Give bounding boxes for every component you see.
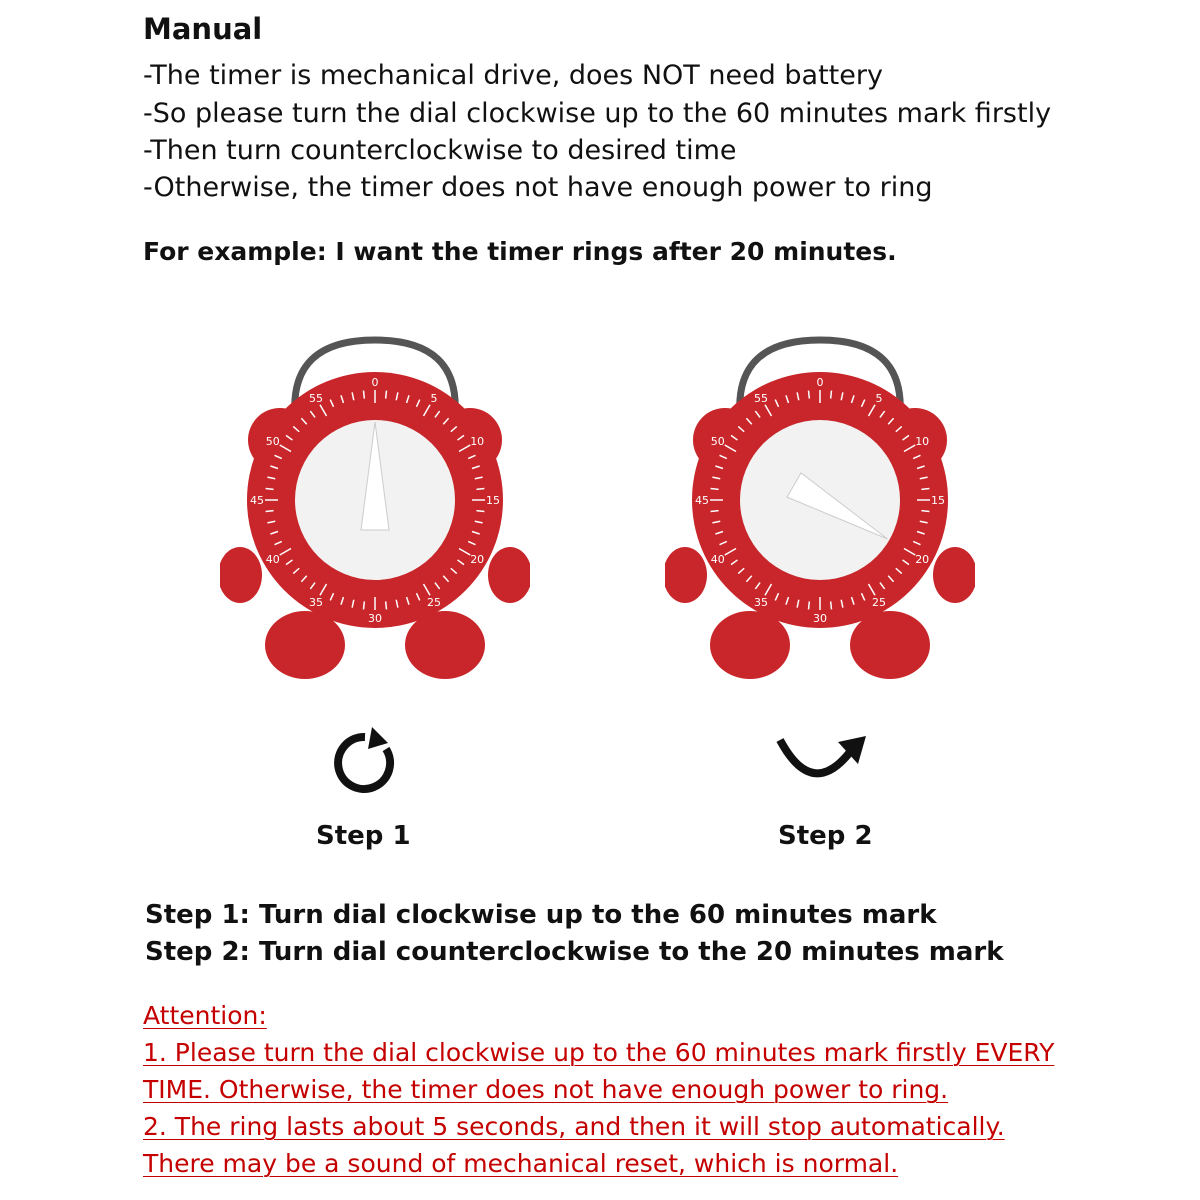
step-instruction: Step 1: Turn dial clockwise up to the 60 minutes mark bbox=[145, 900, 937, 930]
dial-label: 0 bbox=[371, 376, 379, 389]
dial-label: 15 bbox=[486, 494, 500, 507]
dial-tick bbox=[266, 489, 274, 490]
dial-label: 30 bbox=[368, 612, 382, 625]
dial-tick bbox=[476, 511, 484, 512]
right-arm bbox=[488, 547, 530, 603]
dial-label: 50 bbox=[710, 435, 725, 448]
dial-label: 30 bbox=[813, 612, 827, 625]
dial-label: 25 bbox=[427, 596, 441, 610]
dial-label: 35 bbox=[309, 596, 323, 610]
dial-label: 5 bbox=[430, 391, 438, 405]
step2-label: Step 2 bbox=[778, 821, 873, 851]
intro-line: -Then turn counterclockwise to desired time bbox=[143, 135, 737, 166]
dial-tick bbox=[831, 601, 832, 609]
step1-label: Step 1 bbox=[316, 821, 411, 851]
dial-tick bbox=[809, 601, 810, 609]
dial-label: 10 bbox=[470, 435, 485, 448]
dial-tick bbox=[364, 601, 365, 609]
dial-tick bbox=[809, 391, 810, 399]
dial-tick bbox=[831, 391, 832, 399]
intro-line: -So please turn the dial clockwise up to the 60 minutes mark firstly bbox=[143, 98, 1052, 129]
dial-label: 0 bbox=[816, 376, 824, 389]
dial-label: 15 bbox=[931, 494, 945, 507]
dial-label: 50 bbox=[265, 435, 280, 448]
attention-line: There may be a sound of mechanical reset, which is normal. bbox=[143, 1149, 899, 1178]
intro-line: -Otherwise, the timer does not have enough power to ring bbox=[143, 172, 933, 203]
dial-tick bbox=[386, 391, 387, 399]
dial-label: 20 bbox=[470, 553, 485, 566]
dial-label: 25 bbox=[872, 596, 886, 610]
attention-line: 1. Please turn the dial clockwise up to the 60 minutes mark firstly EVERY bbox=[143, 1038, 1055, 1067]
left-arm bbox=[665, 547, 707, 603]
manual-title: Manual bbox=[143, 12, 263, 46]
left-foot bbox=[265, 611, 345, 679]
attention-heading: Attention: bbox=[143, 1001, 267, 1030]
dial-tick bbox=[386, 601, 387, 609]
dial-tick bbox=[476, 489, 484, 490]
counterclockwise-curve-arrow-icon bbox=[772, 730, 872, 790]
example-heading: For example: I want the timer rings after 20 minutes. bbox=[143, 237, 897, 266]
dial-tick bbox=[921, 511, 929, 512]
right-foot bbox=[850, 611, 930, 679]
left-arm bbox=[220, 547, 262, 603]
dial-label: 55 bbox=[309, 391, 323, 405]
dial-tick bbox=[266, 511, 274, 512]
dial-tick bbox=[711, 489, 719, 490]
right-foot bbox=[405, 611, 485, 679]
intro-line: -The timer is mechanical drive, does NOT need battery bbox=[143, 60, 883, 91]
dial-label: 10 bbox=[915, 435, 930, 448]
step-instruction: Step 2: Turn dial counterclockwise to the 20 minutes mark bbox=[145, 937, 1004, 967]
dial-label: 20 bbox=[915, 553, 930, 566]
right-arm bbox=[933, 547, 975, 603]
dial-label: 55 bbox=[754, 391, 768, 405]
attention-line: 2. The ring lasts about 5 seconds, and then it will stop automatically. bbox=[143, 1112, 1005, 1141]
dial-tick bbox=[364, 391, 365, 399]
timer-image-step2 bbox=[665, 320, 975, 690]
dial-label: 45 bbox=[250, 494, 264, 507]
dial-label: 35 bbox=[754, 596, 768, 610]
left-foot bbox=[710, 611, 790, 679]
dial-label: 45 bbox=[695, 494, 709, 507]
dial-tick bbox=[921, 489, 929, 490]
dial-tick bbox=[711, 511, 719, 512]
dial-label: 5 bbox=[875, 391, 883, 405]
dial-label: 40 bbox=[710, 553, 725, 566]
timer-image-step1 bbox=[220, 320, 530, 690]
dial-label: 40 bbox=[265, 553, 280, 566]
attention-line: TIME. Otherwise, the timer does not have enough power to ring. bbox=[143, 1075, 949, 1104]
clockwise-circle-arrow-icon bbox=[328, 725, 402, 797]
